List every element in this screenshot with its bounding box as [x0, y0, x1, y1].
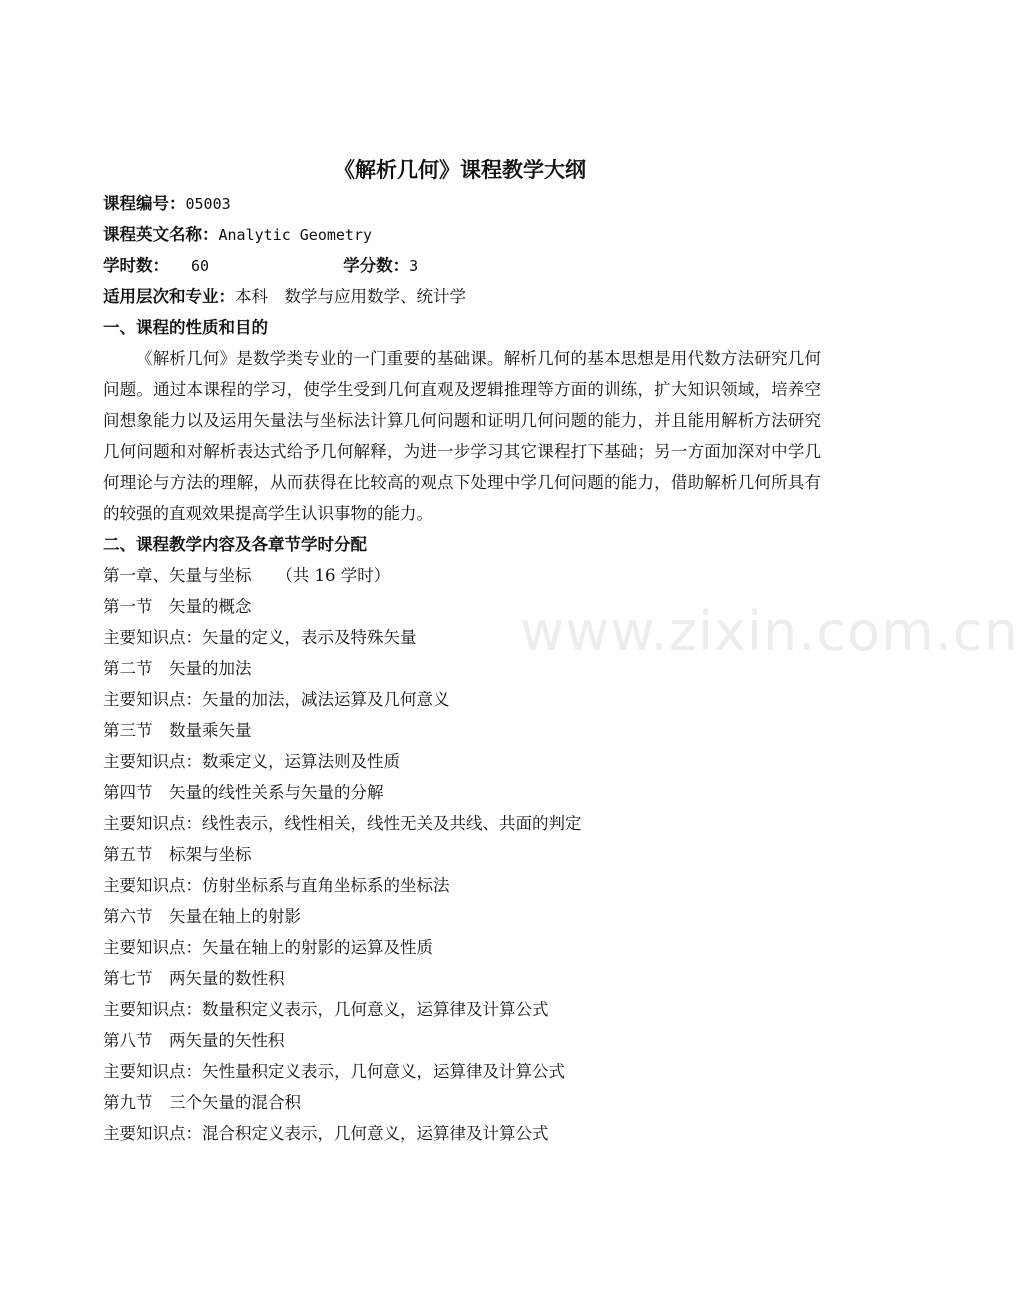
scope-value: 本科 数学与应用数学、统计学 [235, 287, 466, 306]
knowledge-points-5: 主要知识点：仿射坐标系与直角坐标系的坐标法 [103, 876, 450, 895]
course-english-value: Analytic Geometry [218, 226, 373, 244]
chapter-1-heading: 第一章、矢量与坐标 （共 16 学时） [103, 566, 391, 585]
section-title-4: 第四节 矢量的线性关系与矢量的分解 [103, 783, 384, 802]
hours-value: 60 [191, 257, 210, 275]
scope-label: 适用层次和专业： [103, 287, 235, 306]
section-title-8: 第八节 两矢量的矢性积 [103, 1031, 285, 1050]
scope-line [103, 281, 823, 312]
chapter-1-sections [103, 591, 823, 1149]
knowledge-points-9: 主要知识点：混合积定义表示，几何意义，运算律及计算公式 [103, 1124, 549, 1143]
knowledge-points-1: 主要知识点：矢量的定义，表示及特殊矢量 [103, 628, 417, 647]
section-title-5: 第五节 标架与坐标 [103, 845, 252, 864]
section-title-7: 第七节 两矢量的数性积 [103, 969, 285, 988]
knowledge-points-4: 主要知识点：线性表示，线性相关，线性无关及共线、共面的判定 [103, 814, 582, 833]
section2-heading: 二、课程教学内容及各章节学时分配 [103, 535, 367, 554]
section-title-2: 第二节 矢量的加法 [103, 659, 252, 678]
section-nature-purpose [103, 312, 823, 529]
section-title-9: 第九节 三个矢量的混合积 [103, 1093, 301, 1112]
credits-value: 3 [409, 257, 419, 275]
hours-label: 学时数： [103, 256, 169, 275]
course-english-label: 课程英文名称： [103, 225, 219, 244]
knowledge-points-3: 主要知识点：数乘定义，运算法则及性质 [103, 752, 400, 771]
course-meta [103, 188, 823, 312]
knowledge-points-2: 主要知识点：矢量的加法，减法运算及几何意义 [103, 690, 450, 709]
knowledge-points-8: 主要知识点：矢性量积定义表示，几何意义，运算律及计算公式 [103, 1062, 565, 1081]
section-title-1: 第一节 矢量的概念 [103, 597, 252, 616]
hours-credits-line [103, 250, 823, 281]
course-code-label: 课程编号： [103, 194, 186, 213]
document-title: 《解析几何》课程教学大纲 [334, 158, 586, 182]
course-code-line [103, 188, 823, 219]
section-title-6: 第六节 矢量在轴上的射影 [103, 907, 301, 926]
section1-paragraph: 《解析几何》是数学类专业的一门重要的基础课。解析几何的基本思想是用代数方法研究几何问题。通过本课程的学习，使学生受到几何直观及逻辑推理等方面的训练，扩大知识领域，培养空间想象能力以及运用矢量法与坐标法计算几何问题和证明几何问题的能力，并且能用解析方法研究几何问题和对解析表达式给予几何解释，为进一步学习其它课程打下基础；另一方面加深对中学几何理论与方法的理解，从而获得在比较高的观点下处理中学几何问题的能力，借助解析几何所具有的较强的直观效果提高学生认识事物的能力。 [103, 349, 821, 523]
knowledge-points-6: 主要知识点：矢量在轴上的射影的运算及性质 [103, 938, 433, 957]
section-title-3: 第三节 数量乘矢量 [103, 721, 252, 740]
knowledge-points-7: 主要知识点：数量积定义表示，几何意义，运算律及计算公式 [103, 1000, 549, 1019]
course-english-name-line [103, 219, 823, 250]
watermark-text: www.zixin.com.cn [520, 600, 1019, 663]
course-code-value: 05003 [185, 195, 231, 213]
section1-heading: 一、课程的性质和目的 [103, 318, 268, 337]
credits-label: 学分数： [343, 256, 410, 275]
